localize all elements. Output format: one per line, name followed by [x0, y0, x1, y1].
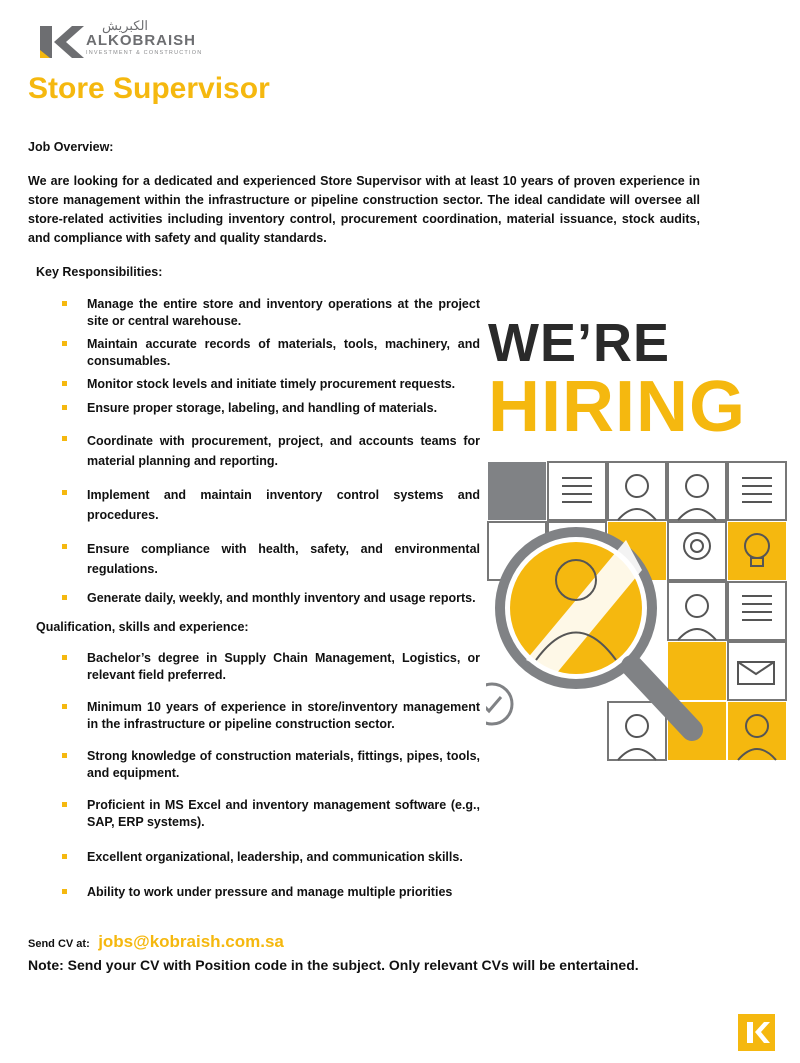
- list-item: Bachelor’s degree in Supply Chain Management, Logistics, or relevant field preferred.: [60, 650, 480, 684]
- email-link[interactable]: jobs@kobraish.com.sa: [98, 932, 284, 951]
- list-item: Generate daily, weekly, and monthly inventory and usage reports.: [60, 590, 480, 607]
- list-item: Strong knowledge of construction materials, fittings, pipes, tools, and equipment.: [60, 748, 480, 782]
- k-logo-icon: [738, 1014, 775, 1051]
- list-item: Manage the entire store and inventory operations at the project site or central warehouse.: [60, 296, 480, 330]
- list-item: Coordinate with procurement, project, and accounts teams for material planning and reporting.: [60, 431, 480, 471]
- company-logo: [40, 20, 210, 64]
- list-item: Proficient in MS Excel and inventory management software (e.g., SAP, ERP systems).: [60, 797, 480, 831]
- corner-logo: [738, 1014, 775, 1051]
- list-item: Ensure proper storage, labeling, and handling of materials.: [60, 400, 480, 417]
- send-cv-row: [28, 932, 284, 952]
- list-item: Excellent organizational, leadership, and communication skills.: [60, 849, 480, 866]
- k-logo-icon: [40, 22, 84, 62]
- page-title: Store Supervisor: [28, 72, 270, 105]
- list-item: Ensure compliance with health, safety, and environmental regulations.: [60, 539, 480, 579]
- logo-brand-text: ALKOBRAISH: [86, 32, 196, 49]
- hiring-line1: WE’RE: [488, 313, 671, 373]
- qualifications-list: [60, 650, 480, 901]
- list-item: Maintain accurate records of materials, tools, machinery, and consumables.: [60, 336, 480, 370]
- list-item: Implement and maintain inventory control systems and procedures.: [60, 485, 480, 525]
- logo-arabic-text: الكبريش: [102, 18, 149, 33]
- hiring-line2: HIRING: [488, 367, 746, 447]
- responsibilities-list: [60, 296, 480, 607]
- hiring-illustration: [486, 460, 790, 766]
- list-item: Minimum 10 years of experience in store/inventory management in the infrastructure or pipeline construction sector.: [60, 699, 480, 733]
- send-cv-label: Send CV at:: [28, 938, 90, 950]
- overview-text: We are looking for a dedicated and experienced Store Supervisor with at least 10 years of proven experience in store management within the infrastructure or pipeline construction sector. The ideal candidate will oversee all store-related activities including inventory control, procurement coordination, material issuance, stock audits, and compliance with safety and quality standards.: [28, 174, 700, 245]
- logo-tagline: INVESTMENT & CONSTRUCTION: [86, 50, 203, 56]
- list-item: Ability to work under pressure and manage multiple priorities: [60, 884, 480, 901]
- list-item: Monitor stock levels and initiate timely procurement requests.: [60, 376, 480, 393]
- responsibilities-heading: Key Responsibilities:: [36, 265, 163, 279]
- qualification-heading: Qualification, skills and experience:: [36, 620, 249, 634]
- note-text: Note: Send your CV with Position code in the subject. Only relevant CVs will be entertained.: [28, 957, 639, 973]
- overview-heading: Job Overview:: [28, 140, 114, 154]
